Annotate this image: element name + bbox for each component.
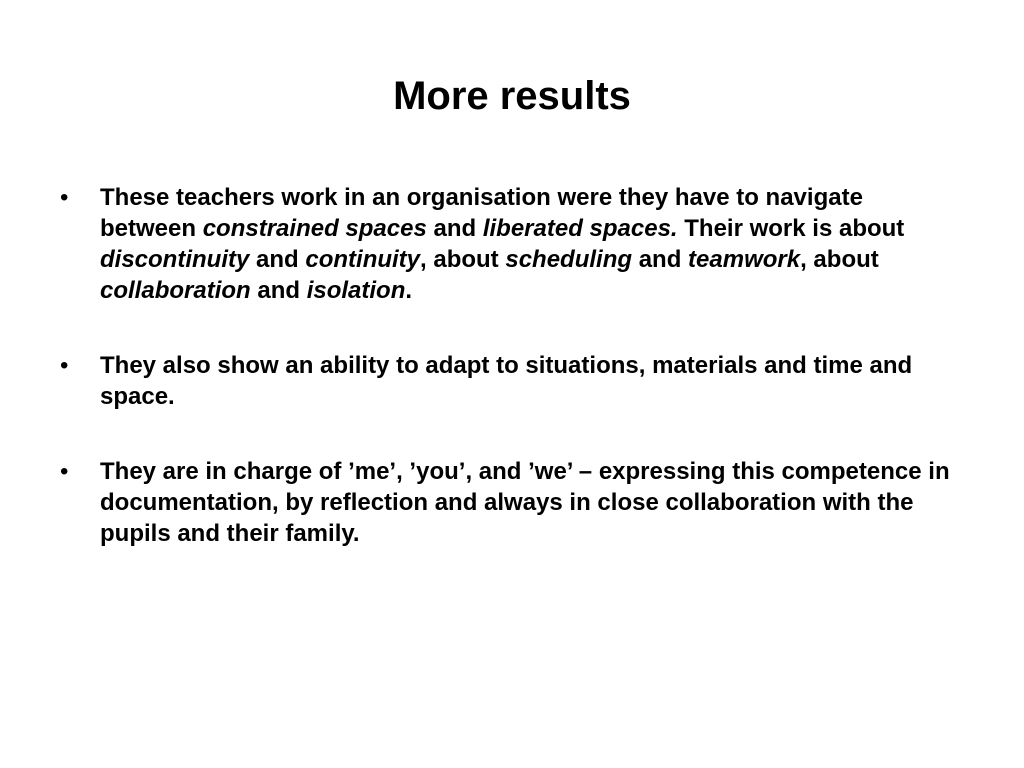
bullet-segment-emphasis: teamwork <box>688 246 801 273</box>
bullet-segment: and <box>426 215 483 242</box>
bullet-segment: and <box>250 277 307 304</box>
bullet-segment-emphasis: continuity <box>305 246 421 273</box>
bullet-segment-emphasis: liberated spaces. <box>482 215 678 242</box>
bullet-segment-emphasis: isolation <box>306 277 406 304</box>
bullet-segment-emphasis: collaboration <box>100 277 251 304</box>
bullet-item <box>60 456 950 549</box>
bullet-segment: Their work is about <box>677 215 905 242</box>
bullet-icon: • <box>60 458 69 485</box>
bullet-segment-emphasis: discontinuity <box>100 246 250 273</box>
bullet-segment: , about <box>800 246 879 273</box>
bullet-item <box>60 350 950 412</box>
bullet-segment: , about <box>420 246 506 273</box>
bullet-text: They also show an ability to adapt to situations, materials and time and space. <box>100 352 913 410</box>
bullet-text <box>100 184 904 304</box>
bullet-segment: . <box>405 277 413 304</box>
bullet-text: They are in charge of ’me’, ’you’, and ’we’ – expressing this competence in documentation, by reflection and always in close collaboration with the pupils and their family. <box>100 458 950 547</box>
bullet-icon: • <box>60 352 69 379</box>
bullet-icon: • <box>60 184 69 211</box>
bullet-segment: and <box>249 246 306 273</box>
bullet-list <box>60 182 950 593</box>
bullet-segment: and <box>632 246 689 273</box>
bullet-item <box>60 182 950 306</box>
bullet-segment: These teachers work in an organisation were they have to navigate between <box>100 184 863 242</box>
slide-title: More results <box>393 74 631 118</box>
bullet-segment-emphasis: constrained spaces <box>202 215 427 242</box>
bullet-segment-emphasis: scheduling <box>505 246 633 273</box>
